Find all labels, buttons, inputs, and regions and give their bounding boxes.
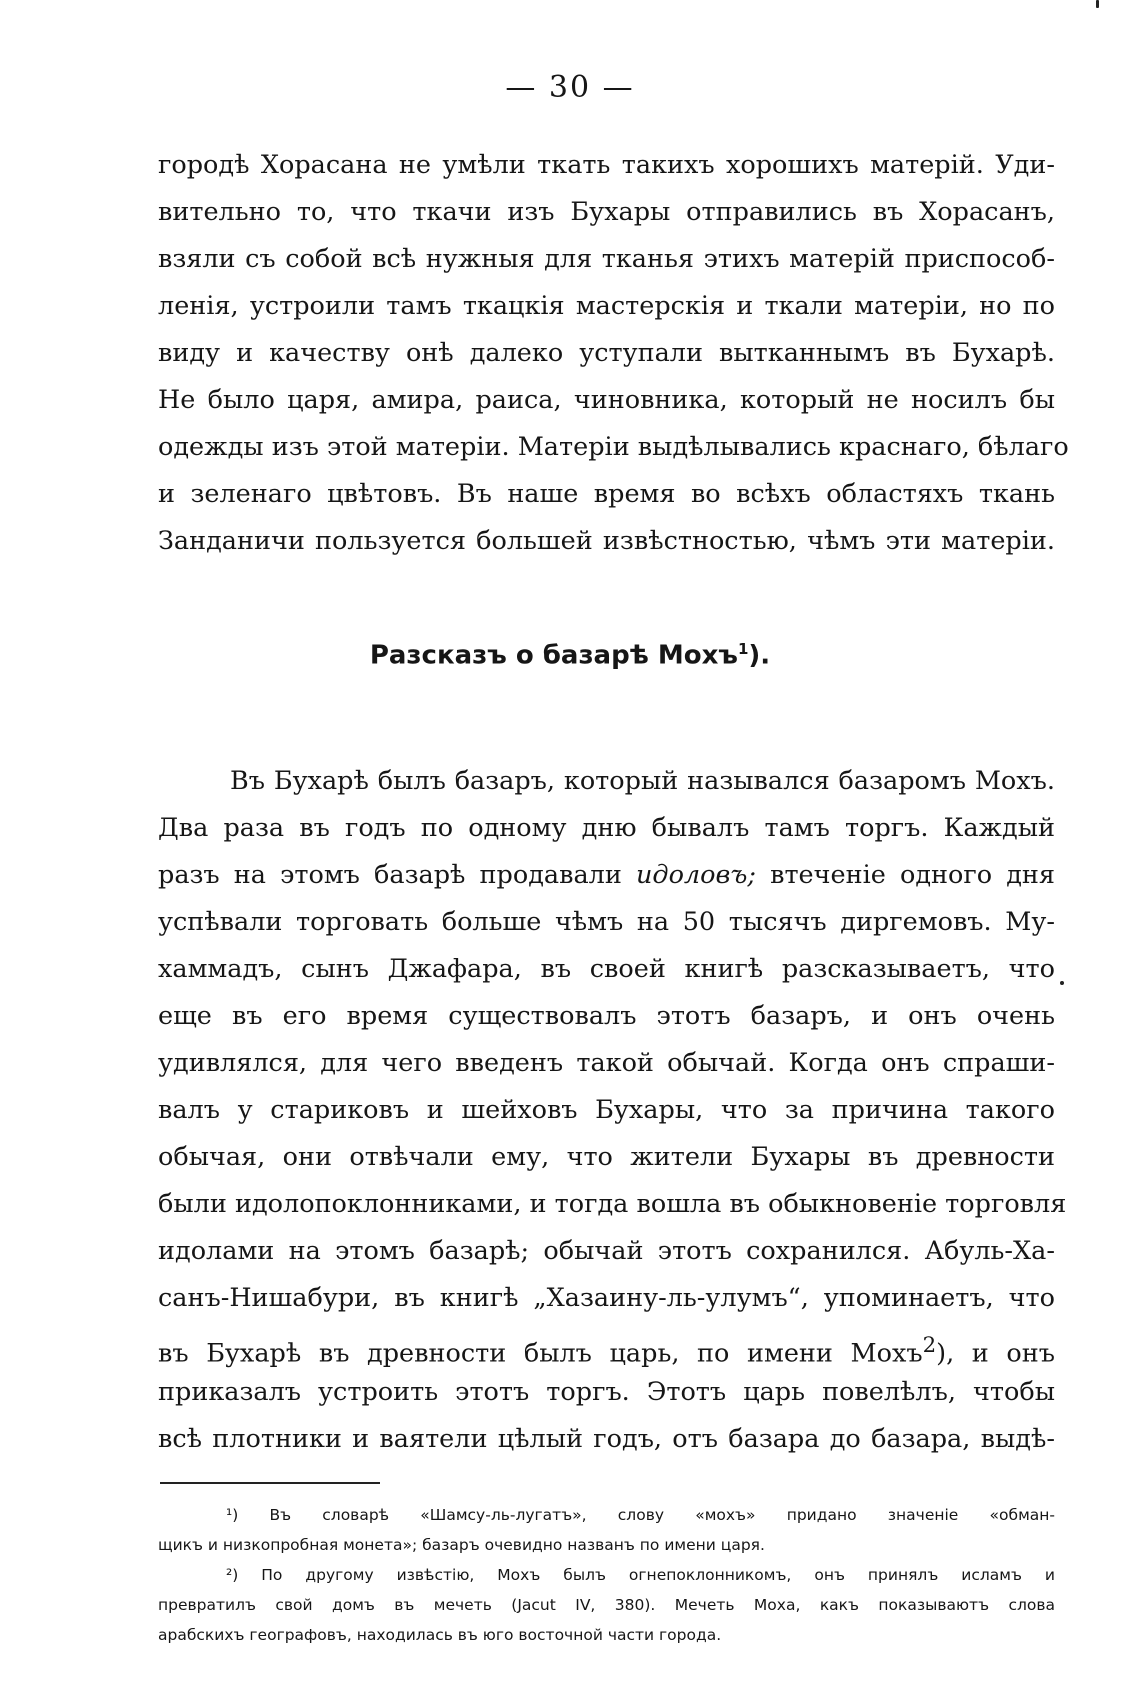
section-heading (0, 640, 1140, 671)
text-line: успѣвали торговать больше чѣмъ на 50 тысячъ диргемовъ. Му- (158, 907, 1055, 937)
text-line: городѣ Хорасана не умѣли ткать такихъ хорошихъ матерій. Уди- (158, 150, 1055, 180)
footnote-2-line: ²) По другому извѣстію, Мохъ былъ огнепоклонникомъ, онъ принялъ исламъ и (226, 1566, 1055, 1584)
text-line: всѣ плотники и ваятели цѣлый годъ, отъ базара до базара, выдѣ- (158, 1424, 1055, 1454)
heading-text: Разсказъ о базарѣ Мохъ (369, 640, 738, 671)
text-run: въ Бухарѣ въ древности былъ царь, по имени Мохъ (158, 1338, 923, 1369)
text-line: Занданичи пользуется большей извѣстностью, чѣмъ эти матеріи. (158, 526, 1055, 556)
text-line: приказалъ устроить этотъ торгъ. Этотъ царь повелѣлъ, чтобы (158, 1377, 1055, 1407)
footnotes (158, 1500, 1055, 1650)
text-line: были идолопоклонниками, и тогда вошла въ обыкновеніе торговля (158, 1189, 1067, 1219)
text-line: Два раза въ годъ по одному дню бывалъ тамъ торгъ. Каждый (158, 813, 1055, 843)
scan-mark (1060, 981, 1064, 985)
footnote-2-line: превратилъ свой домъ въ мечеть (Jacut IV, 380). Мечеть Моха, какъ показываютъ слова (158, 1596, 1055, 1614)
paragraph-hurasan-textiles (158, 142, 1069, 565)
text-line: санъ-Нишабури, въ книгѣ „Хазаину-ль-улумъ“, упоминаетъ, что (158, 1283, 1055, 1313)
text-line: обычая, они отвѣчали ему, что жители Бухары въ древности (158, 1142, 1055, 1172)
footnote-1-line: щикъ и низкопробная монета»; базаръ очевидно названъ по имени царя. (158, 1536, 765, 1554)
text-line: Не было царя, амира, раиса, чиновника, который не носилъ бы (158, 385, 1055, 415)
heading-footnote-ref: 1 (737, 640, 749, 658)
footnote-ref: 2 (922, 1333, 937, 1358)
text-line (158, 1322, 1055, 1369)
text-line: Въ Бухарѣ былъ базаръ, который назывался базаромъ Мохъ. (230, 766, 1055, 796)
text-line: вительно то, что ткачи изъ Бухары отправились въ Хорасанъ, (158, 197, 1055, 227)
paragraph-bazaar-moh (158, 758, 1067, 1463)
text-line: и зеленаго цвѣтовъ. Въ наше время во всѣхъ областяхъ ткань (158, 479, 1055, 509)
text-line: виду и качеству онѣ далеко уступали вытканнымъ въ Бухарѣ. (158, 338, 1055, 368)
text-line (158, 852, 1055, 899)
footnote-1-line: ¹) Въ словарѣ «Шамсу-ль-лугатъ», слову «мохъ» придано значеніе «обман- (226, 1506, 1055, 1524)
text-run: втеченіе одного дня (755, 860, 1055, 890)
text-run: разъ на этомъ базарѣ продавали (158, 860, 636, 890)
text-line: удивлялся, для чего введенъ такой обычай. Когда онъ спраши- (158, 1048, 1055, 1078)
text-run: ), и онъ (936, 1338, 1055, 1369)
page-number: — 30 — (505, 70, 635, 105)
text-line: идолами на этомъ базарѣ; обычай этотъ сохранился. Абуль-Ха- (158, 1236, 1055, 1266)
text-line: валъ у стариковъ и шейховъ Бухары, что за причина такого (158, 1095, 1055, 1125)
footnote-divider (160, 1482, 380, 1484)
text-line: взяли съ собой всѣ нужныя для тканья этихъ матерій приспособ- (158, 244, 1055, 274)
text-line: одежды изъ этой матеріи. Матеріи выдѣлывались краснаго, бѣлаго (158, 432, 1069, 462)
scan-mark (1096, 0, 1099, 8)
text-line: хаммадъ, сынъ Джафара, въ своей книгѣ разсказываетъ, что (158, 954, 1055, 984)
text-line: ленія, устроили тамъ ткацкія мастерскія и ткали матеріи, но по (158, 291, 1055, 321)
text-line: еще въ его время существовалъ этотъ базаръ, и онъ очень (158, 1001, 1055, 1031)
heading-closing: ). (748, 640, 771, 671)
italic-text: идоловъ; (636, 860, 756, 890)
footnote-2-line: арабскихъ географовъ, находилась въ юго восточной части города. (158, 1626, 722, 1644)
